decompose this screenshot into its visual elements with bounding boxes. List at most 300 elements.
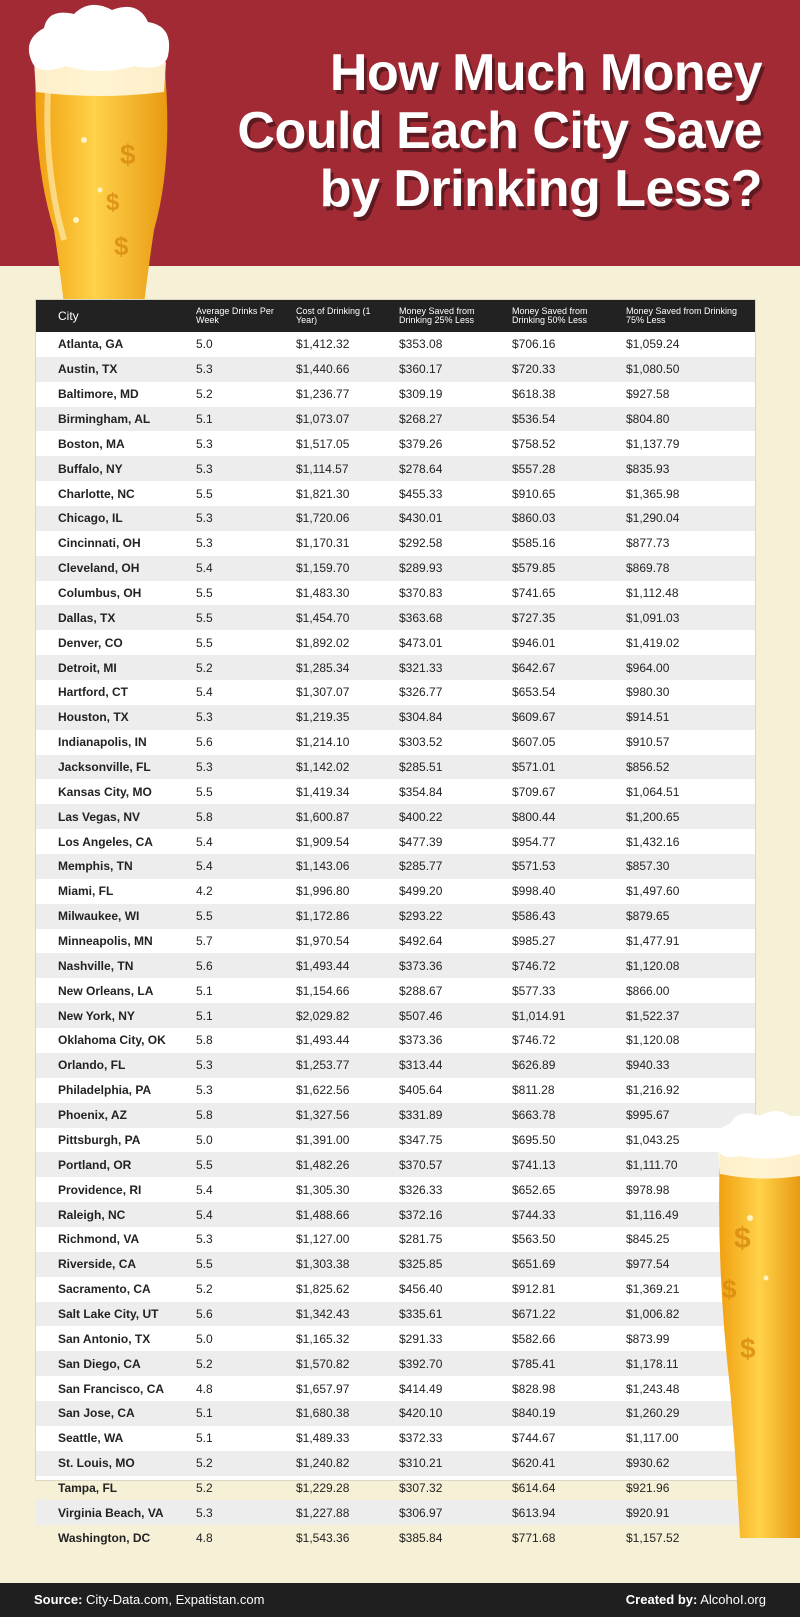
city-cell: Indianapolis, IN <box>58 735 147 750</box>
value-cell: $1,497.60 <box>626 884 680 899</box>
value-cell: $1,216.92 <box>626 1083 680 1098</box>
table-row <box>36 978 755 1003</box>
value-cell: $379.26 <box>399 436 443 451</box>
value-cell: $671.22 <box>512 1306 556 1321</box>
city-cell: Baltimore, MD <box>58 387 139 402</box>
value-cell: $1,342.43 <box>296 1306 350 1321</box>
value-cell: $921.96 <box>626 1480 670 1495</box>
value-cell: $873.99 <box>626 1331 670 1346</box>
value-cell: 5.2 <box>196 1456 213 1471</box>
credit-label: Created by: <box>625 1592 698 1607</box>
value-cell: $978.98 <box>626 1182 670 1197</box>
value-cell: $499.20 <box>399 884 443 899</box>
value-cell: $652.65 <box>512 1182 556 1197</box>
city-cell: Richmond, VA <box>58 1232 140 1247</box>
city-cell: New Orleans, LA <box>58 983 154 998</box>
value-cell: $1,142.02 <box>296 760 350 775</box>
table-row <box>36 655 755 680</box>
value-cell: $325.85 <box>399 1257 443 1272</box>
value-cell: $930.62 <box>626 1456 670 1471</box>
value-cell: 5.4 <box>196 1207 213 1222</box>
value-cell: $1,064.51 <box>626 784 680 799</box>
value-cell: $1,117.00 <box>626 1431 679 1446</box>
value-cell: $1,127.00 <box>296 1232 350 1247</box>
value-cell: $1,307.07 <box>296 685 350 700</box>
value-cell: $642.67 <box>512 660 556 675</box>
value-cell: $744.33 <box>512 1207 556 1222</box>
value-cell: $1,303.38 <box>296 1257 350 1272</box>
dollar-sign-icon: $ <box>740 1333 756 1364</box>
value-cell: 5.8 <box>196 1033 213 1048</box>
value-cell: $293.22 <box>399 909 443 924</box>
table-row <box>36 382 755 407</box>
value-cell: $1,112.48 <box>626 586 679 601</box>
value-cell: $877.73 <box>626 536 670 551</box>
value-cell: $1,290.04 <box>626 511 680 526</box>
value-cell: $405.64 <box>399 1083 443 1098</box>
table-row <box>36 1227 755 1252</box>
value-cell: $1,229.28 <box>296 1480 350 1495</box>
city-cell: Houston, TX <box>58 710 129 725</box>
city-cell: Miami, FL <box>58 884 114 899</box>
value-cell: $321.33 <box>399 660 443 675</box>
value-cell: $289.93 <box>399 561 443 576</box>
value-cell: $313.44 <box>399 1058 443 1073</box>
footer-bar <box>0 1583 800 1617</box>
value-cell: $785.41 <box>512 1356 556 1371</box>
value-cell: $744.67 <box>512 1431 556 1446</box>
value-cell: $507.46 <box>399 1008 443 1023</box>
value-cell: $1,236.77 <box>296 387 350 402</box>
city-cell: Boston, MA <box>58 436 125 451</box>
value-cell: $373.36 <box>399 1033 443 1048</box>
table-row <box>36 605 755 630</box>
table-row <box>36 1277 755 1302</box>
value-cell: $1,091.03 <box>626 610 680 625</box>
value-cell: $1,080.50 <box>626 362 680 377</box>
table-row <box>36 1302 755 1327</box>
value-cell: $1,059.24 <box>626 337 680 352</box>
value-cell: 5.3 <box>196 1083 213 1098</box>
value-cell: $347.75 <box>399 1132 443 1147</box>
credit-value: AlcohoI.org <box>700 1592 766 1607</box>
value-cell: 5.3 <box>196 1505 213 1520</box>
value-cell: $980.30 <box>626 685 670 700</box>
table-header-row <box>36 300 755 332</box>
value-cell: $285.77 <box>399 859 443 874</box>
value-cell: $1,227.88 <box>296 1505 350 1520</box>
column-header: Average Drinks Per Week <box>196 306 274 325</box>
value-cell: $372.33 <box>399 1431 443 1446</box>
value-cell: $1,440.66 <box>296 362 350 377</box>
value-cell: 5.5 <box>196 909 213 924</box>
value-cell: $473.01 <box>399 635 443 650</box>
table-row <box>36 431 755 456</box>
value-cell: 5.3 <box>196 710 213 725</box>
value-cell: 5.4 <box>196 561 213 576</box>
value-cell: $268.27 <box>399 412 443 426</box>
value-cell: $278.64 <box>399 461 443 476</box>
table-row <box>36 804 755 829</box>
value-cell: $857.30 <box>626 859 670 874</box>
value-cell: 5.3 <box>196 536 213 551</box>
value-cell: 5.2 <box>196 660 213 675</box>
value-cell: 5.2 <box>196 1356 213 1371</box>
value-cell: $869.78 <box>626 561 670 576</box>
value-cell: $1,120.08 <box>626 1033 680 1048</box>
value-cell: 5.6 <box>196 735 213 750</box>
value-cell: $456.40 <box>399 1282 443 1297</box>
city-cell: Hartford, CT <box>58 685 128 700</box>
value-cell: 5.3 <box>196 760 213 775</box>
value-cell: $706.16 <box>512 337 556 352</box>
value-cell: $430.01 <box>399 511 443 526</box>
data-table <box>36 300 755 1550</box>
value-cell: $954.77 <box>512 834 556 849</box>
title-line-2: Could Each City Save <box>237 102 762 160</box>
page-title <box>202 44 762 218</box>
value-cell: $1,114.57 <box>296 461 349 476</box>
value-cell: $1,600.87 <box>296 809 350 824</box>
city-cell: Birmingham, AL <box>58 412 151 426</box>
value-cell: 5.3 <box>196 1058 213 1073</box>
value-cell: $1,477.91 <box>626 934 680 949</box>
city-cell: Virginia Beach, VA <box>58 1505 164 1520</box>
value-cell: 5.6 <box>196 1306 213 1321</box>
value-cell: $536.54 <box>512 412 556 426</box>
value-cell: $741.13 <box>512 1157 556 1172</box>
table-row <box>36 829 755 854</box>
value-cell: $1,111.70 <box>626 1157 678 1172</box>
table-row <box>36 1500 755 1525</box>
value-cell: $1,432.16 <box>626 834 680 849</box>
table-row <box>36 1202 755 1227</box>
value-cell: $1,137.79 <box>626 436 680 451</box>
value-cell: $1,482.26 <box>296 1157 350 1172</box>
value-cell: $400.22 <box>399 809 443 824</box>
city-cell: Detroit, MI <box>58 660 117 675</box>
table-row <box>36 1177 755 1202</box>
value-cell: $1,172.86 <box>296 909 350 924</box>
value-cell: $1,821.30 <box>296 486 350 501</box>
value-cell: $1,253.77 <box>296 1058 350 1073</box>
value-cell: $828.98 <box>512 1381 556 1396</box>
value-cell: $804.80 <box>626 412 670 426</box>
city-cell: Salt Lake City, UT <box>58 1306 159 1321</box>
value-cell: $304.84 <box>399 710 443 725</box>
value-cell: $995.67 <box>626 1108 670 1123</box>
value-cell: $1,305.30 <box>296 1182 350 1197</box>
value-cell: $618.38 <box>512 387 556 402</box>
table-row <box>36 556 755 581</box>
value-cell: $1,154.66 <box>296 983 350 998</box>
value-cell: $1,214.10 <box>296 735 350 750</box>
city-cell: Oklahoma City, OK <box>58 1033 166 1048</box>
column-header: Money Saved from Drinking 75% Less <box>626 306 738 325</box>
value-cell: 4.2 <box>196 884 213 899</box>
source-value: City-Data.com, Expatistan.com <box>86 1592 265 1607</box>
value-cell: $1,419.34 <box>296 784 350 799</box>
value-cell: $303.52 <box>399 735 443 750</box>
city-cell: Columbus, OH <box>58 586 142 601</box>
table-body <box>36 332 755 1550</box>
table-row <box>36 779 755 804</box>
value-cell: 5.5 <box>196 1157 213 1172</box>
column-header: Cost of Drinking (1 Year) <box>296 306 371 325</box>
title-line-1: How Much Money <box>329 44 762 102</box>
value-cell: $370.83 <box>399 586 443 601</box>
table-row <box>36 854 755 879</box>
table-row <box>36 357 755 382</box>
value-cell: 5.5 <box>196 586 213 601</box>
value-cell: $607.05 <box>512 735 556 750</box>
table-row <box>36 1525 755 1550</box>
value-cell: $663.78 <box>512 1108 556 1123</box>
value-cell: $626.89 <box>512 1058 556 1073</box>
value-cell: $1,165.32 <box>296 1331 350 1346</box>
value-cell: $613.94 <box>512 1505 556 1520</box>
value-cell: 5.1 <box>196 1431 213 1446</box>
city-cell: Austin, TX <box>58 362 118 377</box>
table-row <box>36 1152 755 1177</box>
value-cell: $363.68 <box>399 610 443 625</box>
value-cell: $571.53 <box>512 859 556 874</box>
value-cell: $2,029.82 <box>296 1008 350 1023</box>
value-cell: 5.2 <box>196 1282 213 1297</box>
value-cell: $856.52 <box>626 760 670 775</box>
value-cell: $1,489.33 <box>296 1431 350 1446</box>
value-cell: $579.85 <box>512 561 556 576</box>
value-cell: $353.08 <box>399 337 443 352</box>
city-cell: Atlanta, GA <box>58 337 124 352</box>
value-cell: $1,970.54 <box>296 934 350 949</box>
table-row <box>36 581 755 606</box>
value-cell: 5.8 <box>196 809 213 824</box>
value-cell: $940.33 <box>626 1058 670 1073</box>
value-cell: $360.17 <box>399 362 443 377</box>
value-cell: $727.35 <box>512 610 556 625</box>
beer-glass-icon <box>710 1108 800 1538</box>
city-cell: Tampa, FL <box>58 1480 118 1495</box>
table-row <box>36 332 755 357</box>
value-cell: 5.1 <box>196 1008 213 1023</box>
city-cell: Orlando, FL <box>58 1058 126 1073</box>
value-cell: $1,892.02 <box>296 635 350 650</box>
value-cell: $1,200.65 <box>626 809 680 824</box>
value-cell: $1,419.02 <box>626 635 680 650</box>
value-cell: $1,260.29 <box>626 1406 680 1421</box>
value-cell: $1,570.82 <box>296 1356 350 1371</box>
value-cell: $1,493.44 <box>296 1033 350 1048</box>
creator-credit <box>626 1592 766 1607</box>
value-cell: $331.89 <box>399 1108 443 1123</box>
value-cell: $835.93 <box>626 461 670 476</box>
value-cell: $746.72 <box>512 1033 556 1048</box>
dollar-sign-icon: $ <box>106 189 120 216</box>
value-cell: $1,996.80 <box>296 884 350 899</box>
city-cell: Milwaukee, WI <box>58 909 140 924</box>
title-line-3: by Drinking Less? <box>319 160 762 218</box>
value-cell: 5.5 <box>196 784 213 799</box>
city-cell: Portland, OR <box>58 1157 132 1172</box>
value-cell: $1,243.48 <box>626 1381 680 1396</box>
city-cell: Memphis, TN <box>58 859 133 874</box>
table-row <box>36 680 755 705</box>
table-row <box>36 1028 755 1053</box>
value-cell: $614.64 <box>512 1480 556 1495</box>
value-cell: $1,120.08 <box>626 958 680 973</box>
value-cell: 5.5 <box>196 610 213 625</box>
value-cell: $1,720.06 <box>296 511 350 526</box>
value-cell: $1,159.70 <box>296 561 350 576</box>
city-cell: San Francisco, CA <box>58 1381 165 1396</box>
column-header: City <box>58 308 79 323</box>
value-cell: $292.58 <box>399 536 443 551</box>
city-cell: San Diego, CA <box>58 1356 141 1371</box>
city-cell: New York, NY <box>58 1008 135 1023</box>
value-cell: 5.8 <box>196 1108 213 1123</box>
value-cell: $1,543.36 <box>296 1530 350 1545</box>
value-cell: $1,285.34 <box>296 660 350 675</box>
value-cell: $285.51 <box>399 760 443 775</box>
value-cell: $1,522.37 <box>626 1008 680 1023</box>
value-cell: 5.6 <box>196 958 213 973</box>
value-cell: $1,219.35 <box>296 710 350 725</box>
table-row <box>36 1252 755 1277</box>
value-cell: 5.3 <box>196 511 213 526</box>
value-cell: $309.19 <box>399 387 443 402</box>
value-cell: $910.57 <box>626 735 670 750</box>
table-row <box>36 1053 755 1078</box>
city-cell: Providence, RI <box>58 1182 142 1197</box>
value-cell: $609.67 <box>512 710 556 725</box>
table-row <box>36 1103 755 1128</box>
value-cell: 5.5 <box>196 635 213 650</box>
value-cell: $477.39 <box>399 834 443 849</box>
value-cell: $1,825.62 <box>296 1282 350 1297</box>
dollar-sign-icon: $ <box>734 1222 751 1255</box>
value-cell: $326.33 <box>399 1182 443 1197</box>
value-cell: $1,391.00 <box>296 1132 350 1147</box>
table-row <box>36 1351 755 1376</box>
value-cell: $1,116.49 <box>626 1207 679 1222</box>
beer-glass-icon <box>14 0 174 305</box>
value-cell: $455.33 <box>399 486 443 501</box>
city-cell: Sacramento, CA <box>58 1282 151 1297</box>
value-cell: $392.70 <box>399 1356 443 1371</box>
value-cell: $653.54 <box>512 685 556 700</box>
value-cell: 5.0 <box>196 1331 213 1346</box>
value-cell: $860.03 <box>512 511 556 526</box>
value-cell: 5.1 <box>196 983 213 998</box>
value-cell: $1,327.56 <box>296 1108 350 1123</box>
city-cell: San Jose, CA <box>58 1406 135 1421</box>
value-cell: $281.75 <box>399 1232 443 1247</box>
value-cell: $1,178.11 <box>626 1356 679 1371</box>
city-cell: Raleigh, NC <box>58 1207 126 1222</box>
value-cell: 5.4 <box>196 859 213 874</box>
value-cell: $372.16 <box>399 1207 443 1222</box>
value-cell: $1,006.82 <box>626 1306 680 1321</box>
city-cell: Cleveland, OH <box>58 561 140 576</box>
value-cell: $1,412.32 <box>296 337 350 352</box>
table-row <box>36 1451 755 1476</box>
city-cell: San Antonio, TX <box>58 1331 151 1346</box>
value-cell: $373.36 <box>399 958 443 973</box>
table-row <box>36 755 755 780</box>
value-cell: $306.97 <box>399 1505 443 1520</box>
value-cell: $1,014.91 <box>512 1008 566 1023</box>
value-cell: 4.8 <box>196 1530 213 1545</box>
value-cell: $385.84 <box>399 1530 443 1545</box>
column-header: Money Saved from Drinking 50% Less <box>512 306 588 325</box>
value-cell: 5.3 <box>196 362 213 377</box>
city-cell: Phoenix, AZ <box>58 1108 127 1123</box>
value-cell: 5.1 <box>196 412 213 426</box>
city-cell: Kansas City, MO <box>58 784 152 799</box>
value-cell: $845.25 <box>626 1232 670 1247</box>
value-cell: 5.4 <box>196 1182 213 1197</box>
value-cell: $977.54 <box>626 1257 670 1272</box>
value-cell: $1,488.66 <box>296 1207 350 1222</box>
value-cell: $800.44 <box>512 809 556 824</box>
value-cell: $920.91 <box>626 1505 670 1520</box>
value-cell: $1,680.38 <box>296 1406 350 1421</box>
value-cell: $746.72 <box>512 958 556 973</box>
dollar-sign-icon: $ <box>120 139 136 170</box>
table-row <box>36 1426 755 1451</box>
value-cell: $582.66 <box>512 1331 556 1346</box>
value-cell: $354.84 <box>399 784 443 799</box>
value-cell: $758.52 <box>512 436 556 451</box>
value-cell: 5.1 <box>196 1406 213 1421</box>
value-cell: $288.67 <box>399 983 443 998</box>
value-cell: $571.01 <box>512 760 556 775</box>
value-cell: $1,157.52 <box>626 1530 680 1545</box>
value-cell: $866.00 <box>626 983 670 998</box>
value-cell: $840.19 <box>512 1406 556 1421</box>
table-row <box>36 879 755 904</box>
city-cell: Los Angeles, CA <box>58 834 153 849</box>
value-cell: $310.21 <box>399 1456 443 1471</box>
value-cell: $946.01 <box>512 635 556 650</box>
city-cell: Jacksonville, FL <box>58 760 151 775</box>
table-row <box>36 730 755 755</box>
value-cell: $291.33 <box>399 1331 443 1346</box>
value-cell: $910.65 <box>512 486 556 501</box>
value-cell: 5.4 <box>196 834 213 849</box>
value-cell: $811.28 <box>512 1083 555 1098</box>
value-cell: 5.7 <box>196 934 213 949</box>
value-cell: $1,369.21 <box>626 1282 680 1297</box>
value-cell: $557.28 <box>512 461 556 476</box>
value-cell: $1,143.06 <box>296 859 350 874</box>
value-cell: $879.65 <box>626 909 670 924</box>
value-cell: $414.49 <box>399 1381 443 1396</box>
table-row <box>36 506 755 531</box>
city-cell: Cincinnati, OH <box>58 536 141 551</box>
value-cell: $1,454.70 <box>296 610 350 625</box>
value-cell: $771.68 <box>512 1530 556 1545</box>
dollar-sign-icon: $ <box>114 231 129 261</box>
value-cell: $563.50 <box>512 1232 556 1247</box>
data-table-container <box>36 300 755 1545</box>
city-cell: Chicago, IL <box>58 511 123 526</box>
value-cell: $1,657.97 <box>296 1381 350 1396</box>
table-row <box>36 1376 755 1401</box>
value-cell: $1,493.44 <box>296 958 350 973</box>
city-cell: Charlotte, NC <box>58 486 135 501</box>
